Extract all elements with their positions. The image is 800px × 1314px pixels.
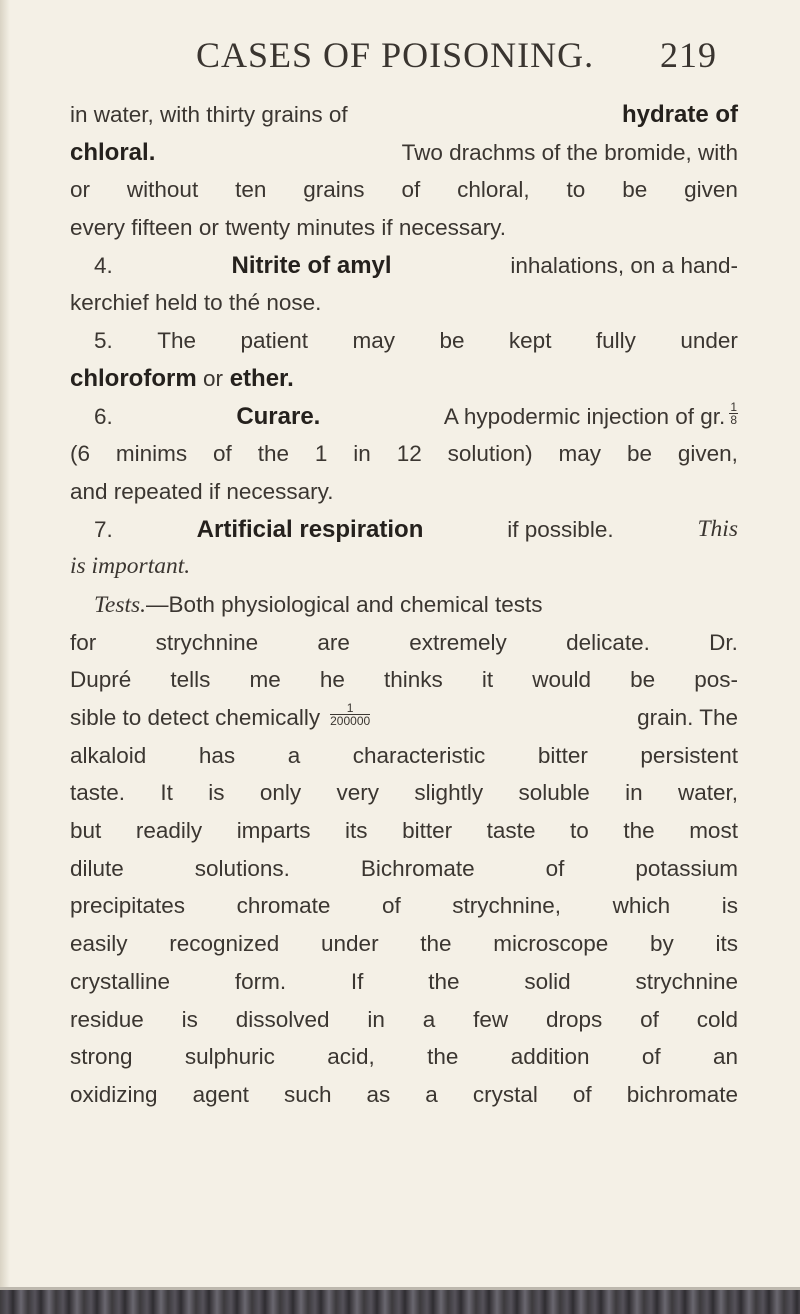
word: the	[427, 1044, 459, 1070]
text-line	[70, 360, 738, 398]
text-line	[70, 171, 738, 209]
text-span: and repeated if necessary.	[70, 478, 334, 504]
word: 1	[314, 441, 328, 467]
word: in	[367, 1006, 385, 1032]
word: residue	[70, 1006, 144, 1032]
fraction	[330, 702, 370, 727]
word: for	[70, 629, 97, 655]
word: If	[350, 968, 364, 994]
word: would	[532, 667, 591, 693]
word: ten	[235, 177, 267, 203]
section-label: Tests.	[94, 591, 147, 618]
word: are	[317, 629, 350, 655]
list-number: 6.	[94, 403, 113, 429]
word: solid	[524, 968, 571, 994]
word: a	[425, 1081, 438, 1107]
word: be	[630, 667, 656, 693]
italic-text: This	[697, 515, 738, 542]
text-line	[70, 963, 738, 1001]
word: 5.	[94, 328, 113, 354]
word: persistent	[640, 742, 738, 768]
text-line	[70, 925, 738, 963]
word: pos-	[694, 667, 738, 693]
text-with-fraction	[444, 398, 738, 436]
text-span: grain. The	[637, 705, 738, 730]
word: but	[70, 818, 102, 844]
word: drops	[545, 1006, 603, 1032]
word: addition	[510, 1044, 590, 1070]
word: dilute	[70, 855, 124, 881]
word: to	[566, 177, 586, 203]
word: given,	[677, 441, 738, 467]
word: me	[249, 667, 281, 693]
text-span	[70, 850, 738, 888]
word: solution)	[447, 441, 533, 467]
remedy-heading: Curare.	[236, 402, 321, 430]
word: delicate.	[566, 629, 650, 655]
word: patient	[240, 328, 309, 354]
word: 12	[396, 441, 422, 467]
word: Dupré	[70, 667, 132, 693]
text-span	[70, 737, 738, 775]
text-span	[94, 322, 738, 360]
text-line	[70, 812, 738, 850]
word: of	[545, 855, 565, 881]
text-line	[70, 134, 738, 172]
word: recognized	[169, 931, 280, 957]
word: potassium	[635, 855, 738, 881]
text-line	[70, 737, 738, 775]
text-span: inhalations, on a hand-	[510, 252, 738, 278]
word: oxidizing	[70, 1081, 158, 1107]
fraction-denominator: 200000	[330, 714, 371, 728]
word: minims	[115, 441, 188, 467]
text-line	[70, 247, 738, 285]
list-number: 7.	[94, 516, 113, 542]
text-span	[70, 435, 738, 473]
word: given	[684, 177, 738, 203]
text-line	[70, 661, 738, 699]
word: slightly	[414, 780, 484, 806]
word: tells	[170, 667, 211, 693]
word: its	[345, 818, 368, 844]
word: fully	[595, 328, 636, 354]
text-line	[70, 398, 738, 436]
tests-paragraph-start	[94, 586, 543, 624]
text-span: every fifteen or twenty minutes if necessary.	[70, 215, 507, 241]
word: grains	[303, 177, 365, 203]
word: or	[70, 177, 91, 203]
text-span: in water, with thirty grains of	[70, 102, 348, 127]
word: acid,	[327, 1044, 375, 1070]
word: readily	[135, 818, 203, 844]
word: he	[319, 667, 345, 693]
word: Bichromate	[360, 855, 475, 881]
remedy-heading: ether.	[229, 364, 294, 392]
text-span: Two drachms of the bromide, with	[401, 139, 738, 165]
word: extremely	[409, 629, 507, 655]
text-span	[70, 887, 738, 925]
word: as	[366, 1081, 391, 1107]
word: of	[640, 1006, 659, 1032]
word: under	[680, 328, 738, 354]
word: without	[126, 177, 199, 203]
text-line	[70, 284, 738, 322]
list-number: 4.	[94, 252, 113, 278]
word: precipitates	[70, 893, 186, 919]
text-line	[70, 850, 738, 888]
word: of	[641, 1044, 661, 1070]
word: only	[259, 780, 302, 806]
word: it	[481, 667, 494, 693]
word: chloral,	[457, 177, 530, 203]
text-line	[70, 548, 738, 586]
word: It	[160, 780, 173, 806]
text-span: —Both physiological and chemical tests	[146, 591, 543, 617]
italic-text: is important.	[70, 553, 191, 580]
remedy-heading: hydrate of	[621, 101, 738, 128]
text-line	[70, 887, 738, 925]
word: taste	[486, 818, 536, 844]
word: of	[401, 177, 421, 203]
text-span	[70, 812, 738, 850]
scan-edge-strip	[0, 1290, 800, 1314]
word: strychnine	[635, 968, 738, 994]
word: crystalline	[70, 968, 171, 994]
word: the	[257, 441, 289, 467]
text-span	[70, 1038, 738, 1076]
word: is	[181, 1006, 198, 1032]
text-span	[70, 624, 738, 662]
word: to	[570, 818, 589, 844]
text-line	[70, 96, 738, 134]
text-line	[70, 774, 738, 812]
word: crystal	[472, 1081, 538, 1107]
word: microscope	[493, 931, 609, 957]
word: few	[473, 1006, 509, 1032]
word: by	[650, 931, 674, 957]
word: imparts	[236, 818, 311, 844]
word: agent	[192, 1081, 249, 1107]
word: water,	[677, 780, 738, 806]
word: the	[428, 968, 460, 994]
remedy-heading: Artificial respiration	[196, 515, 424, 543]
word: bitter	[537, 742, 588, 768]
word: (6	[70, 441, 91, 467]
text-span	[70, 1001, 738, 1039]
word: such	[283, 1081, 332, 1107]
text-line	[70, 473, 738, 511]
text-line	[70, 1038, 738, 1076]
text-span	[70, 963, 738, 1001]
running-title: CASES OF POISONING.	[196, 35, 595, 75]
word: dissolved	[235, 1006, 330, 1032]
text-span	[70, 1076, 738, 1114]
word: is	[721, 893, 738, 919]
word: soluble	[518, 780, 590, 806]
word: easily	[70, 931, 128, 957]
word: the	[420, 931, 452, 957]
word: strychnine	[155, 629, 259, 655]
word: bichromate	[626, 1081, 738, 1107]
word: an	[712, 1044, 738, 1070]
word: very	[336, 780, 379, 806]
word: sulphuric	[184, 1044, 275, 1070]
page-gutter-shadow	[0, 0, 10, 1314]
fraction-numerator: 1	[730, 399, 737, 414]
text-span: or	[202, 365, 223, 391]
fraction	[729, 401, 738, 426]
word: may	[352, 328, 395, 354]
word: alkaloid	[70, 742, 147, 768]
word: form.	[234, 968, 287, 994]
word: in	[353, 441, 371, 467]
text-line	[70, 1076, 738, 1114]
text-span: if possible.	[507, 516, 614, 542]
word: solutions.	[194, 855, 290, 881]
fraction-numerator: 1	[330, 702, 370, 715]
page-number: 219	[660, 35, 717, 75]
word: be	[622, 177, 648, 203]
word: its	[715, 931, 738, 957]
text-line	[70, 435, 738, 473]
word: of	[213, 441, 232, 467]
page-header	[0, 26, 800, 86]
word: be	[439, 328, 465, 354]
text-span: kerchief held to thé nose.	[70, 290, 322, 316]
text-with-fraction	[70, 699, 370, 737]
text-line	[70, 624, 738, 662]
word: is	[208, 780, 225, 806]
text-span	[70, 774, 738, 812]
text-line	[70, 322, 738, 360]
word: has	[198, 742, 236, 768]
word: be	[626, 441, 652, 467]
body-text	[70, 96, 738, 1114]
word: of	[381, 893, 401, 919]
word: in	[625, 780, 643, 806]
word: bitter	[402, 818, 453, 844]
remedy-heading: Nitrite of amyl	[231, 251, 392, 279]
text-span	[70, 925, 738, 963]
word: The	[157, 328, 196, 354]
word: characteristic	[352, 742, 486, 768]
word: strychnine,	[452, 893, 562, 919]
word: of	[572, 1081, 592, 1107]
word: most	[689, 818, 738, 844]
text-span: sible to detect chemically	[70, 705, 321, 730]
text-span: A hypodermic injection of gr.	[443, 403, 726, 429]
word: taste.	[70, 780, 126, 806]
word: chromate	[236, 893, 331, 919]
text-span	[70, 171, 738, 209]
word: kept	[508, 328, 552, 354]
text-line	[70, 586, 738, 624]
word: a	[422, 1006, 436, 1032]
word: which	[612, 893, 671, 919]
word: thinks	[383, 667, 443, 693]
text-line	[70, 699, 738, 737]
word: cold	[696, 1006, 738, 1032]
remedy-heading: chloral.	[70, 138, 156, 166]
remedy-heading: chloroform	[70, 364, 197, 392]
word: under	[321, 931, 379, 957]
word: a	[287, 742, 301, 768]
word: may	[558, 441, 602, 467]
text-line	[70, 1001, 738, 1039]
fraction-denominator: 8	[730, 412, 737, 427]
word: strong	[70, 1044, 133, 1070]
text-span	[70, 661, 738, 699]
text-line	[70, 511, 738, 549]
word: Dr.	[709, 629, 738, 655]
text-line	[70, 209, 738, 247]
word: the	[623, 818, 655, 844]
